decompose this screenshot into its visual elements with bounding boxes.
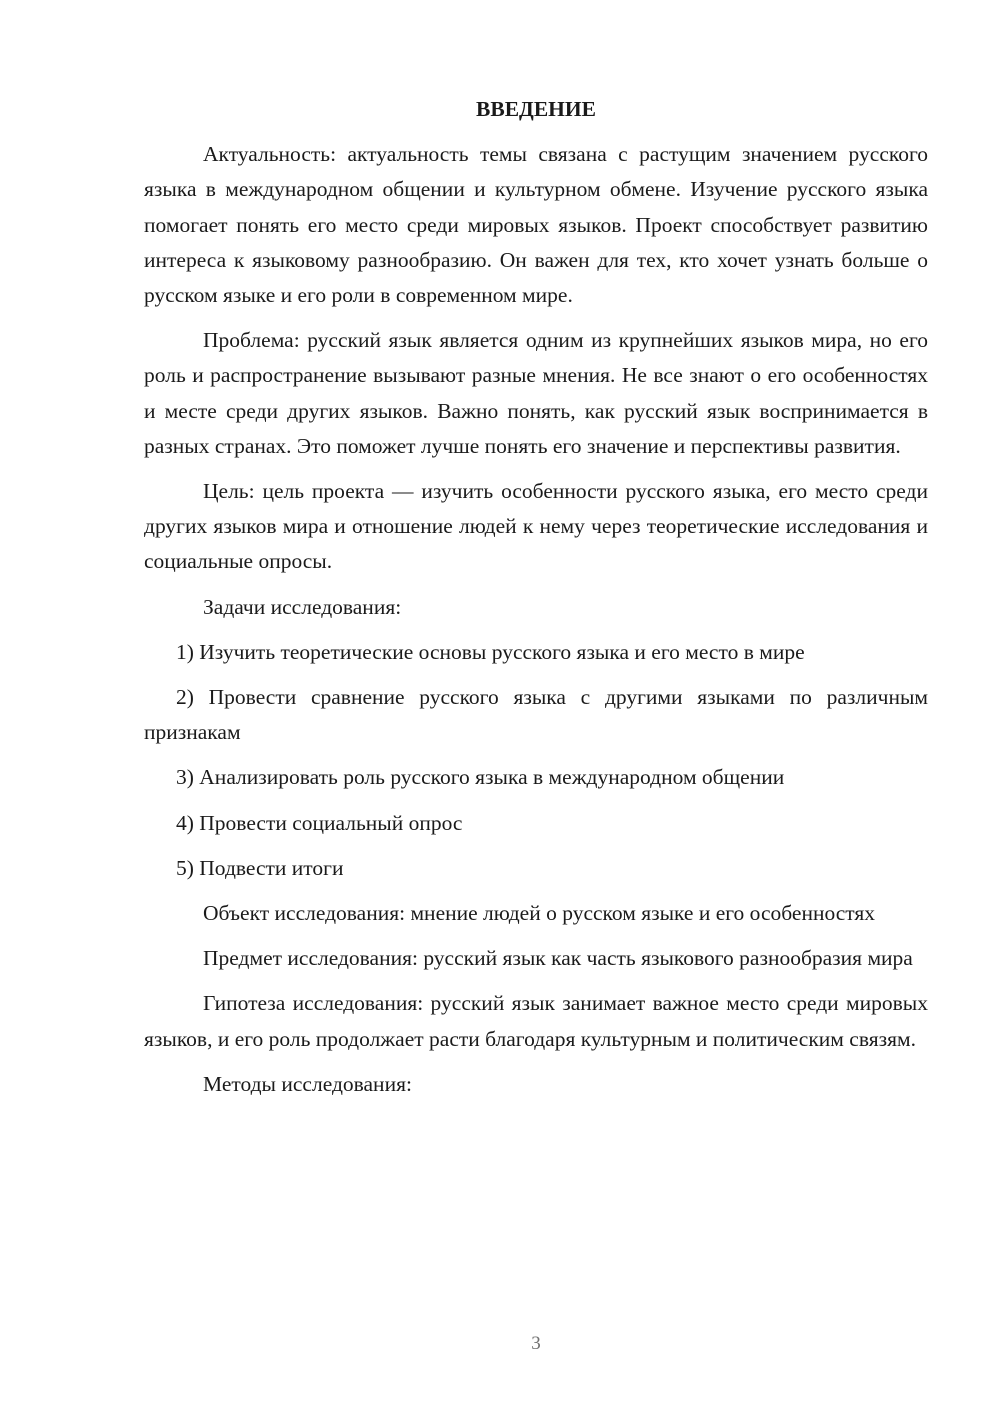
page-number: 3	[531, 1333, 541, 1354]
page-content	[144, 92, 928, 1102]
object-paragraph: Объект исследования: мнение людей о русском языке и его особенностях	[203, 901, 876, 926]
goal-paragraph: Цель: цель проекта — изучить особенности русского языка, его место среди других языков мира и отношение людей к нему через теоретические исследования и социальные опросы.	[144, 479, 928, 574]
methods-heading: Методы исследования:	[203, 1071, 412, 1096]
task-item: 2) Провести сравнение русского языка с другими языками по различным признакам	[144, 685, 928, 745]
task-item: 4) Провести социальный опрос	[176, 810, 463, 835]
task-item: 3) Анализировать роль русского языка в международном общении	[176, 765, 785, 790]
hypothesis-paragraph: Гипотеза исследования: русский язык занимает важное место среди мировых языков, и его роль продолжает расти благодаря культурным и политическим связям.	[144, 991, 928, 1051]
section-title: ВВЕДЕНИЕ	[476, 97, 596, 121]
relevance-paragraph: Актуальность: актуальность темы связана с растущим значением русского языка в международном общении и культурном обмене. Изучение русского языка помогает понять его место среди мировых языков. Проект способствует развитию интереса к языковому разнообразию. Он важен для тех, кто хочет узнать больше о русском языке и его роли в современном мире.	[144, 142, 928, 308]
task-item: 5) Подвести итоги	[176, 855, 344, 880]
tasks-heading: Задачи исследования:	[203, 594, 402, 619]
problem-paragraph: Проблема: русский язык является одним из крупнейших языков мира, но его роль и распространение вызывают разные мнения. Не все знают о его особенностях и месте среди других языков. Важно понять, как русский язык воспринимается в разных странах. Это поможет лучше понять его значение и перспективы развития.	[144, 328, 928, 458]
task-item: 1) Изучить теоретические основы русского языка и его место в мире	[176, 639, 805, 664]
subject-paragraph: Предмет исследования: русский язык как часть языкового разнообразия мира	[203, 946, 913, 971]
